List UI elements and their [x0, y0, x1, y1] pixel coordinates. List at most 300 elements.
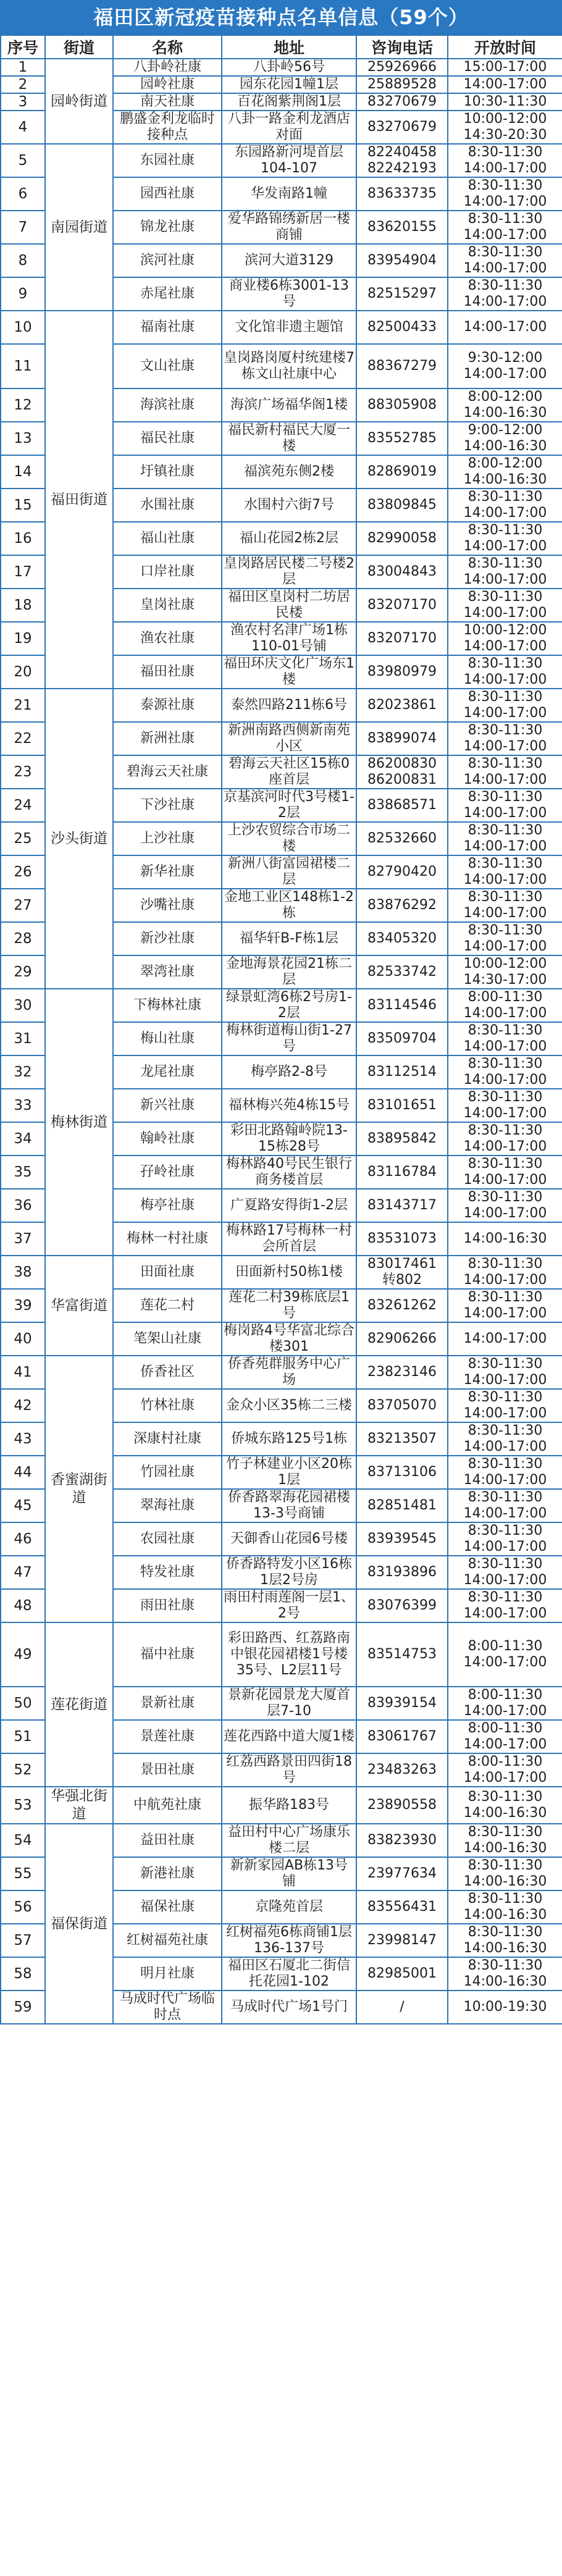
- site-hours: 9:30-12:00 14:00-17:00: [448, 344, 562, 388]
- site-phone: 83899074: [356, 722, 448, 755]
- site-name: 东园社康: [113, 144, 222, 177]
- site-address: 新洲八街富园裙楼二层: [222, 855, 356, 889]
- row-number: 10: [1, 311, 45, 344]
- site-name: 福民社康: [113, 422, 222, 455]
- site-name: 中航苑社康: [113, 1787, 222, 1824]
- street-cell: 华富街道: [45, 1256, 113, 1356]
- site-phone: 88367279: [356, 344, 448, 388]
- site-hours: 8:30-11:30 14:00-17:00: [448, 1556, 562, 1589]
- site-address: 上沙农贸综合市场二楼: [222, 822, 356, 855]
- site-name: 福田社康: [113, 655, 222, 689]
- site-hours: 8:30-11:30 14:00-17:00: [448, 177, 562, 211]
- site-name: 下沙社康: [113, 789, 222, 822]
- row-number: 41: [1, 1356, 45, 1389]
- site-hours: 8:30-11:30 14:00-16:30: [448, 1890, 562, 1924]
- header-hours: 开放时间: [448, 35, 562, 59]
- site-address: 皇岗路居民楼二号楼2层: [222, 555, 356, 589]
- site-address: 京隆苑首层: [222, 1890, 356, 1924]
- site-hours: 8:30-11:30 14:00-17:00: [448, 211, 562, 244]
- site-name: 侨香社区: [113, 1356, 222, 1389]
- site-phone: 83954904: [356, 244, 448, 277]
- site-name: 田面社康: [113, 1256, 222, 1289]
- site-address: 文化馆非遗主题馆: [222, 311, 356, 344]
- site-hours: 8:30-11:30 14:00-17:00: [448, 1522, 562, 1556]
- site-name: 文山社康: [113, 344, 222, 388]
- site-phone: 83405320: [356, 922, 448, 955]
- site-name: 深康村社康: [113, 1422, 222, 1456]
- site-name: 滨河社康: [113, 244, 222, 277]
- site-address: 八卦一路金利龙酒店对面: [222, 111, 356, 144]
- site-hours: 10:00-19:30: [448, 1991, 562, 2024]
- site-phone: 88305908: [356, 388, 448, 422]
- row-number: 1: [1, 59, 45, 76]
- site-name: 龙尾社康: [113, 1055, 222, 1089]
- site-hours: 8:30-11:30 14:00-17:00: [448, 722, 562, 755]
- site-name: 特发社康: [113, 1556, 222, 1589]
- site-hours: 8:00-11:30 14:00-17:00: [448, 1687, 562, 1720]
- site-phone: 83531073: [356, 1222, 448, 1256]
- site-phone: /: [356, 1991, 448, 2024]
- site-phone: 83004843: [356, 555, 448, 589]
- site-hours: 8:30-11:30 14:00-17:00: [448, 1022, 562, 1055]
- site-name: 赤尾社康: [113, 277, 222, 311]
- site-hours: 8:30-11:30 14:00-17:00: [448, 1189, 562, 1222]
- site-address: 海滨广场福华阁1楼: [222, 388, 356, 422]
- site-hours: 8:30-11:30 14:00-17:00: [448, 755, 562, 789]
- site-hours: 8:30-11:30 14:00-17:00: [448, 922, 562, 955]
- site-hours: 8:30-11:30 14:00-16:30: [448, 1824, 562, 1857]
- table-row: [1, 144, 562, 177]
- row-number: 38: [1, 1256, 45, 1289]
- table-row: [1, 1622, 562, 1687]
- site-name: 锦龙社康: [113, 211, 222, 244]
- site-address: 新洲南路西侧新南苑小区: [222, 722, 356, 755]
- site-phone: 83112514: [356, 1055, 448, 1089]
- table-row: [1, 689, 562, 722]
- site-name: 上沙社康: [113, 822, 222, 855]
- site-name: 福南社康: [113, 311, 222, 344]
- site-address: 梅林路40号民生银行商务楼首层: [222, 1156, 356, 1189]
- site-address: 水围村六街7号: [222, 489, 356, 522]
- site-phone: 83713106: [356, 1456, 448, 1489]
- row-number: 54: [1, 1824, 45, 1857]
- table-row: [1, 311, 562, 344]
- site-phone: 82990058: [356, 522, 448, 555]
- site-hours: 8:00-11:30 14:00-17:00: [448, 1720, 562, 1753]
- table-body: [1, 59, 562, 2024]
- site-phone: 83193896: [356, 1556, 448, 1589]
- row-number: 26: [1, 855, 45, 889]
- site-phone: 83823930: [356, 1824, 448, 1857]
- site-phone: 83213507: [356, 1422, 448, 1456]
- site-phone: 25889528: [356, 76, 448, 93]
- site-name: 景莲社康: [113, 1720, 222, 1753]
- row-number: 37: [1, 1222, 45, 1256]
- site-name: 景田社康: [113, 1753, 222, 1787]
- site-phone: 23483263: [356, 1753, 448, 1787]
- site-address: 莲花二村39栋底层1号: [222, 1289, 356, 1322]
- site-name: 沙嘴社康: [113, 889, 222, 922]
- site-name: 新港社康: [113, 1857, 222, 1890]
- site-address: 绿景虹湾6栋2号房1-2层: [222, 989, 356, 1022]
- site-name: 八卦岭社康: [113, 59, 222, 76]
- sites-table: [0, 35, 562, 2024]
- site-name: 园西社康: [113, 177, 222, 211]
- site-hours: 10:00-12:00 14:30-17:00: [448, 955, 562, 989]
- site-name: 红树福苑社康: [113, 1924, 222, 1957]
- site-phone: 83809845: [356, 489, 448, 522]
- site-address: 振华路183号: [222, 1787, 356, 1824]
- site-phone: 83116784: [356, 1156, 448, 1189]
- site-name: 南天社康: [113, 93, 222, 111]
- row-number: 24: [1, 789, 45, 822]
- row-number: 45: [1, 1489, 45, 1522]
- site-hours: 14:00-17:00: [448, 1322, 562, 1356]
- table-row: [1, 1256, 562, 1289]
- row-number: 14: [1, 455, 45, 489]
- site-hours: 8:30-11:30 14:00-17:00: [448, 889, 562, 922]
- site-address: 红树福苑6栋商铺1层136-137号: [222, 1924, 356, 1957]
- site-address: 彩田北路翰岭院13-15栋28号: [222, 1122, 356, 1156]
- site-address: 新新家园AB栋13号铺: [222, 1857, 356, 1890]
- site-address: 渔农村名津广场1栋110-01号铺: [222, 622, 356, 655]
- site-hours: 8:30-11:30 14:00-17:00: [448, 1089, 562, 1122]
- site-hours: 8:30-11:30 14:00-17:00: [448, 1422, 562, 1456]
- table-row: [1, 1824, 562, 1857]
- site-phone: 82515297: [356, 277, 448, 311]
- row-number: 35: [1, 1156, 45, 1189]
- row-number: 5: [1, 144, 45, 177]
- site-address: 金众小区35栋二三楼: [222, 1389, 356, 1422]
- row-number: 13: [1, 422, 45, 455]
- header-address: 地址: [222, 35, 356, 59]
- row-number: 15: [1, 489, 45, 522]
- site-phone: 83620155: [356, 211, 448, 244]
- row-number: 48: [1, 1589, 45, 1622]
- site-address: 福林梅兴苑4栋15号: [222, 1089, 356, 1122]
- row-number: 58: [1, 1957, 45, 1991]
- site-phone: 83939545: [356, 1522, 448, 1556]
- row-number: 19: [1, 622, 45, 655]
- site-hours: 14:00-16:30: [448, 1222, 562, 1256]
- site-name: 下梅林社康: [113, 989, 222, 1022]
- site-phone: 83868571: [356, 789, 448, 822]
- site-phone: 83980979: [356, 655, 448, 689]
- site-name: 水围社康: [113, 489, 222, 522]
- site-name: 梅林一村社康: [113, 1222, 222, 1256]
- row-number: 4: [1, 111, 45, 144]
- row-number: 51: [1, 1720, 45, 1753]
- row-number: 31: [1, 1022, 45, 1055]
- site-name: 新兴社康: [113, 1089, 222, 1122]
- site-hours: 8:30-11:30 14:00-17:00: [448, 522, 562, 555]
- site-name: 梅山社康: [113, 1022, 222, 1055]
- site-address: 侨城东路125号1栋: [222, 1422, 356, 1456]
- site-name: 新洲社康: [113, 722, 222, 755]
- site-address: 福田区皇岗村二坊居民楼: [222, 589, 356, 622]
- site-hours: 8:30-11:30 14:00-16:30: [448, 1857, 562, 1890]
- site-address: 皇岗路岗厦村统建楼7栋文山社康中心: [222, 344, 356, 388]
- row-number: 3: [1, 93, 45, 111]
- site-phone: 82790420: [356, 855, 448, 889]
- site-phone: 83514753: [356, 1622, 448, 1687]
- row-number: 49: [1, 1622, 45, 1687]
- site-name: 翰岭社康: [113, 1122, 222, 1156]
- site-address: 福华轩B-F栋1层: [222, 922, 356, 955]
- site-phone: 25926966: [356, 59, 448, 76]
- site-phone: 83509704: [356, 1022, 448, 1055]
- site-phone: 83705070: [356, 1389, 448, 1422]
- site-address: 梅林街道梅山街1-27号: [222, 1022, 356, 1055]
- site-phone: 83061767: [356, 1720, 448, 1753]
- site-name: 新华社康: [113, 855, 222, 889]
- site-hours: 8:30-11:30 14:00-16:30: [448, 1924, 562, 1957]
- site-name: 莲花二村: [113, 1289, 222, 1322]
- site-address: 金地海景花园21栋二层: [222, 955, 356, 989]
- header-name: 名称: [113, 35, 222, 59]
- site-name: 农园社康: [113, 1522, 222, 1556]
- site-phone: 83076399: [356, 1589, 448, 1622]
- site-hours: 8:30-11:30 14:00-17:00: [448, 1156, 562, 1189]
- site-name: 新沙社康: [113, 922, 222, 955]
- site-name: 翠湾社康: [113, 955, 222, 989]
- site-name: 福中社康: [113, 1622, 222, 1687]
- row-number: 32: [1, 1055, 45, 1089]
- site-name: 福保社康: [113, 1890, 222, 1924]
- site-phone: 23823146: [356, 1356, 448, 1389]
- site-address: 金地工业区148栋1-2栋: [222, 889, 356, 922]
- site-hours: 8:30-11:30 14:00-17:00: [448, 655, 562, 689]
- row-number: 29: [1, 955, 45, 989]
- site-address: 田面新村50栋1楼: [222, 1256, 356, 1289]
- site-hours: 8:30-11:30 14:00-17:00: [448, 1456, 562, 1489]
- table-row: [1, 59, 562, 76]
- row-number: 6: [1, 177, 45, 211]
- site-phone: 83270679: [356, 93, 448, 111]
- row-number: 25: [1, 822, 45, 855]
- site-address: 福滨苑东侧2楼: [222, 455, 356, 489]
- site-phone: 83114546: [356, 989, 448, 1022]
- row-number: 44: [1, 1456, 45, 1489]
- site-hours: 8:30-11:30 14:00-17:00: [448, 1389, 562, 1422]
- site-name: 景新社康: [113, 1687, 222, 1720]
- sheet-title: 福田区新冠疫苗接种点名单信息（59个）: [0, 0, 562, 35]
- site-name: 梅亭社康: [113, 1189, 222, 1222]
- site-hours: 8:30-11:30 14:00-17:00: [448, 1289, 562, 1322]
- row-number: 17: [1, 555, 45, 589]
- site-phone: 83261262: [356, 1289, 448, 1322]
- site-address: 百花阁紫荆阁1层: [222, 93, 356, 111]
- site-address: 园东花园1幢1层: [222, 76, 356, 93]
- site-phone: 83895842: [356, 1122, 448, 1156]
- site-name: 雨田社康: [113, 1589, 222, 1622]
- site-hours: 8:30-11:30 14:00-17:00: [448, 1589, 562, 1622]
- row-number: 43: [1, 1422, 45, 1456]
- site-phone: 82023861: [356, 689, 448, 722]
- table-row: [1, 1787, 562, 1824]
- street-cell: 华强北街道: [45, 1787, 113, 1824]
- site-address: 益田村中心广场康乐楼二层: [222, 1824, 356, 1857]
- site-address: 东园路新河堤首层104-107: [222, 144, 356, 177]
- row-number: 55: [1, 1857, 45, 1890]
- site-hours: 8:00-12:00 14:00-16:30: [448, 455, 562, 489]
- site-address: 红荔西路景田四街18号: [222, 1753, 356, 1787]
- site-phone: 83633735: [356, 177, 448, 211]
- street-cell: 南园街道: [45, 144, 113, 311]
- site-address: 莲花西路中道大厦1楼: [222, 1720, 356, 1753]
- site-phone: 23890558: [356, 1787, 448, 1824]
- site-phone: 83552785: [356, 422, 448, 455]
- site-phone: 82869019: [356, 455, 448, 489]
- row-number: 56: [1, 1890, 45, 1924]
- site-name: 益田社康: [113, 1824, 222, 1857]
- row-number: 9: [1, 277, 45, 311]
- site-hours: 8:30-11:30 14:00-17:00: [448, 144, 562, 177]
- site-hours: 8:30-11:30 14:00-17:00: [448, 789, 562, 822]
- site-phone: 83101651: [356, 1089, 448, 1122]
- site-hours: 8:30-11:30 14:00-17:00: [448, 822, 562, 855]
- row-number: 22: [1, 722, 45, 755]
- site-name: 海滨社康: [113, 388, 222, 422]
- row-number: 46: [1, 1522, 45, 1556]
- row-number: 16: [1, 522, 45, 555]
- row-number: 20: [1, 655, 45, 689]
- site-hours: 8:30-11:30 14:00-17:00: [448, 489, 562, 522]
- site-phone: 83207170: [356, 622, 448, 655]
- site-name: 马成时代广场临时点: [113, 1991, 222, 2024]
- street-cell: 沙头街道: [45, 689, 113, 989]
- row-number: 53: [1, 1787, 45, 1824]
- site-name: 笔架山社康: [113, 1322, 222, 1356]
- row-number: 47: [1, 1556, 45, 1589]
- row-number: 21: [1, 689, 45, 722]
- row-number: 12: [1, 388, 45, 422]
- site-name: 圩镇社康: [113, 455, 222, 489]
- site-address: 京基滨河时代3号楼1-2层: [222, 789, 356, 822]
- row-number: 36: [1, 1189, 45, 1222]
- site-address: 滨河大道3129: [222, 244, 356, 277]
- site-phone: 83556431: [356, 1890, 448, 1924]
- site-phone: 83143717: [356, 1189, 448, 1222]
- site-phone: 83939154: [356, 1687, 448, 1720]
- table-row: [1, 989, 562, 1022]
- site-hours: 8:30-11:30 14:00-17:00: [448, 1122, 562, 1156]
- street-cell: 香蜜湖街道: [45, 1356, 113, 1622]
- row-number: 23: [1, 755, 45, 789]
- site-hours: 15:00-17:00: [448, 59, 562, 76]
- site-hours: 8:30-11:30 14:00-16:30: [448, 1957, 562, 1991]
- site-phone: 82851481: [356, 1489, 448, 1522]
- site-hours: 10:30-11:30: [448, 93, 562, 111]
- street-cell: 福保街道: [45, 1824, 113, 2024]
- row-number: 40: [1, 1322, 45, 1356]
- row-number: 50: [1, 1687, 45, 1720]
- site-phone: 23977634: [356, 1857, 448, 1890]
- site-phone: 82906266: [356, 1322, 448, 1356]
- table-header-row: [1, 35, 562, 59]
- site-name: 渔农社康: [113, 622, 222, 655]
- row-number: 57: [1, 1924, 45, 1957]
- site-address: 福民新村福民大厦一楼: [222, 422, 356, 455]
- row-number: 39: [1, 1289, 45, 1322]
- site-address: 碧海云天社区15栋0座首层: [222, 755, 356, 789]
- row-number: 30: [1, 989, 45, 1022]
- site-address: 爱华路锦绣新居一楼商铺: [222, 211, 356, 244]
- header-street: 街道: [45, 35, 113, 59]
- header-phone: 咨询电话: [356, 35, 448, 59]
- row-number: 18: [1, 589, 45, 622]
- site-hours: 8:30-11:30 14:00-17:00: [448, 1356, 562, 1389]
- site-hours: 14:00-17:00: [448, 76, 562, 93]
- row-number: 27: [1, 889, 45, 922]
- site-address: 侨香苑群服务中心广场: [222, 1356, 356, 1389]
- row-number: 34: [1, 1122, 45, 1156]
- site-hours: 8:30-11:30 14:00-17:00: [448, 589, 562, 622]
- site-name: 福山社康: [113, 522, 222, 555]
- site-address: 广夏路安得街1-2层: [222, 1189, 356, 1222]
- site-address: 彩田路西、红荔路南中银花园裙楼1号楼35号、L2层11号: [222, 1622, 356, 1687]
- site-address: 梅亭路2-8号: [222, 1055, 356, 1089]
- site-hours: 9:00-12:00 14:00-16:30: [448, 422, 562, 455]
- site-name: 明月社康: [113, 1957, 222, 1991]
- site-address: 马成时代广场1号门: [222, 1991, 356, 2024]
- site-name: 竹园社康: [113, 1456, 222, 1489]
- site-address: 华发南路1幢: [222, 177, 356, 211]
- site-phone: 82985001: [356, 1957, 448, 1991]
- site-name: 竹林社康: [113, 1389, 222, 1422]
- site-hours: 8:00-11:30 14:00-17:00: [448, 1753, 562, 1787]
- site-name: 鹏盛金利龙临时接种点: [113, 111, 222, 144]
- row-number: 52: [1, 1753, 45, 1787]
- site-hours: 8:00-11:30 14:00-17:00: [448, 1622, 562, 1687]
- site-hours: 8:30-11:30 14:00-17:00: [448, 244, 562, 277]
- site-hours: 8:30-11:30 14:00-17:00: [448, 555, 562, 589]
- site-phone: 82532660: [356, 822, 448, 855]
- street-cell: 梅林街道: [45, 989, 113, 1256]
- site-address: 福田区石厦北二街信托花园1-102: [222, 1957, 356, 1991]
- table-row: [1, 1356, 562, 1389]
- site-name: 碧海云天社康: [113, 755, 222, 789]
- site-hours: 8:00-11:30 14:00-17:00: [448, 989, 562, 1022]
- site-address: 竹子林建业小区20栋1层: [222, 1456, 356, 1489]
- site-address: 八卦岭56号: [222, 59, 356, 76]
- site-address: 景新花园景龙大厦首层7-10: [222, 1687, 356, 1720]
- site-address: 福山花园2栋2层: [222, 522, 356, 555]
- site-address: 福田环庆文化广场东1楼: [222, 655, 356, 689]
- site-phone: 82240458 82242193: [356, 144, 448, 177]
- site-phone: 23998147: [356, 1924, 448, 1957]
- site-phone: 86200830 86200831: [356, 755, 448, 789]
- site-address: 侨香路翠海花园裙楼13-3号商铺: [222, 1489, 356, 1522]
- row-number: 59: [1, 1991, 45, 2024]
- site-name: 皇岗社康: [113, 589, 222, 622]
- street-cell: 园岭街道: [45, 59, 113, 144]
- row-number: 28: [1, 922, 45, 955]
- site-address: 侨香路特发小区16栋1层2号房: [222, 1556, 356, 1589]
- site-address: 梅林路17号梅林一村会所首层: [222, 1222, 356, 1256]
- site-name: 翠海社康: [113, 1489, 222, 1522]
- site-address: 天御香山花园6号楼: [222, 1522, 356, 1556]
- site-hours: 8:30-11:30 14:00-17:00: [448, 277, 562, 311]
- street-cell: 福田街道: [45, 311, 113, 689]
- site-address: 梅岗路4号华富北综合楼301: [222, 1322, 356, 1356]
- site-name: 口岸社康: [113, 555, 222, 589]
- site-phone: 83876292: [356, 889, 448, 922]
- site-phone: 82533742: [356, 955, 448, 989]
- row-number: 11: [1, 344, 45, 388]
- row-number: 42: [1, 1389, 45, 1422]
- site-name: 园岭社康: [113, 76, 222, 93]
